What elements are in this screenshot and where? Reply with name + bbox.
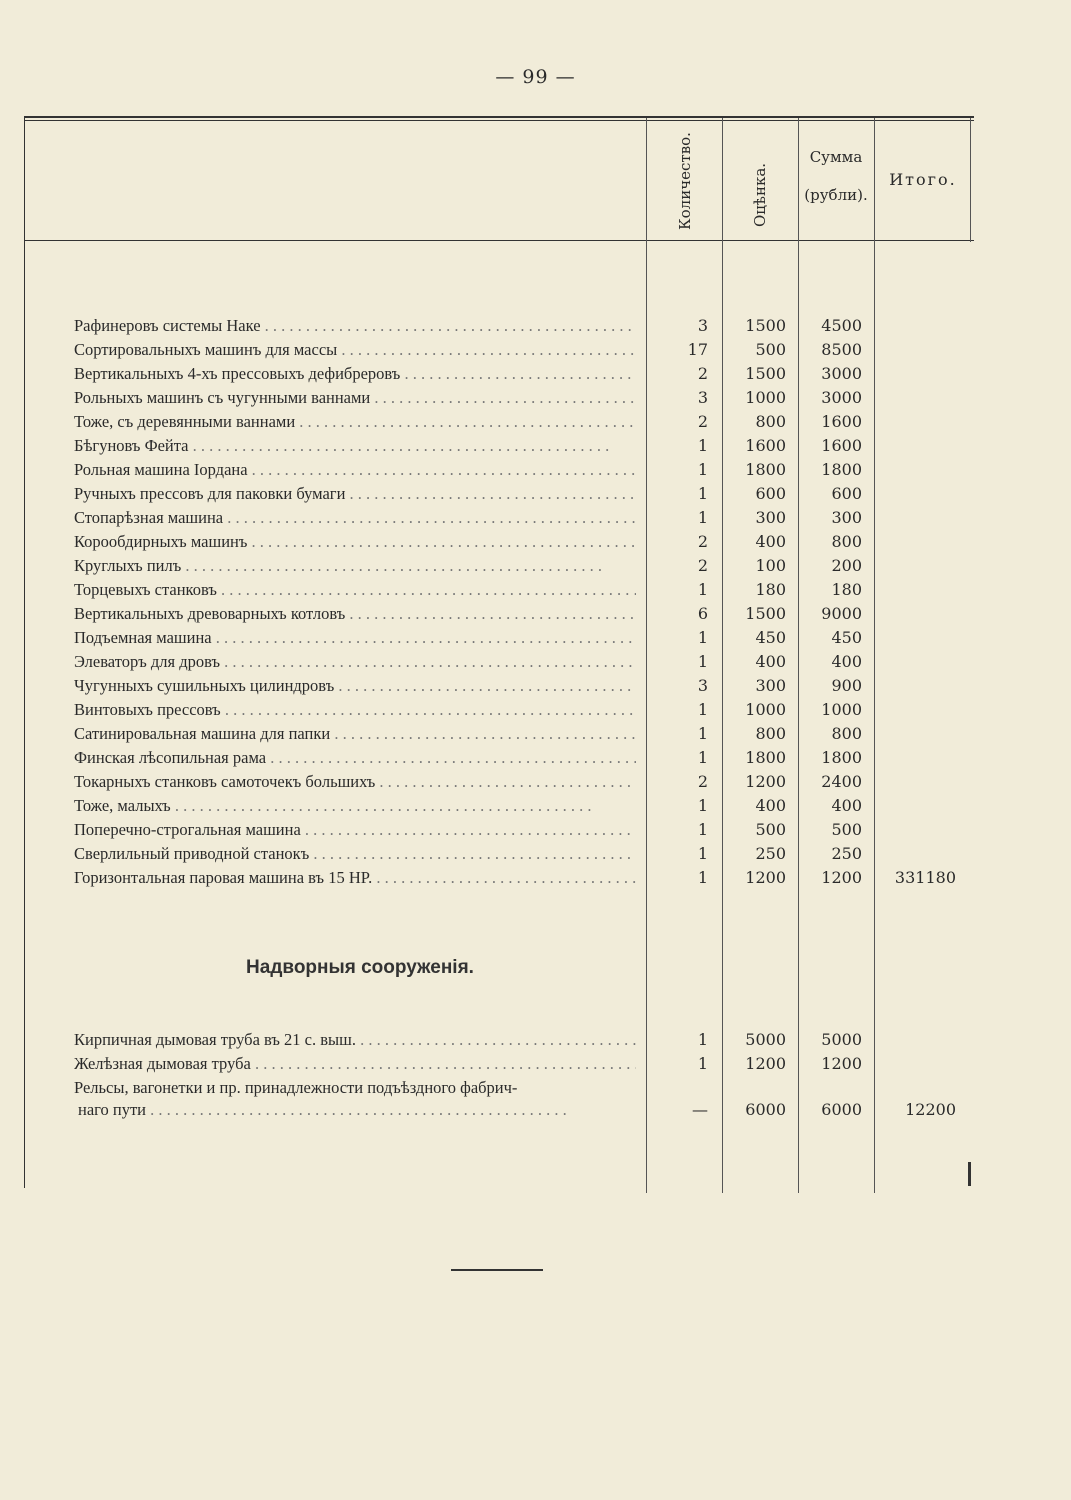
item-name: Горизонтальная паровая машина въ 15 HP. . . . (74, 866, 636, 890)
item-qty: 1 (697, 580, 708, 599)
item-name: Подъемная машина . . . (74, 626, 636, 650)
item-sum: 5000 (821, 1030, 862, 1049)
item-price: 1000 (745, 700, 786, 719)
item-sum: 1000 (821, 700, 862, 719)
table-row (0, 1052, 1071, 1076)
item-name: Тоже, малыхъ . . . (74, 794, 636, 818)
item-price: 400 (755, 796, 786, 815)
item-name-line1: Рельсы, вагонетки и пр. принадлежности подъѣздного фабрич- (74, 1078, 518, 1097)
item-qty: 1 (697, 460, 708, 479)
item-name: Желѣзная дымовая труба . . . (74, 1052, 636, 1076)
footer-rule (451, 1269, 543, 1271)
table-row (0, 482, 1071, 506)
item-name: Ручныхъ прессовъ для паковки бумаги . . . (74, 482, 636, 506)
table-row (0, 578, 1071, 602)
item-sum: 3000 (821, 388, 862, 407)
item-name: Финская лѣсопильная рама . . . (74, 746, 636, 770)
item-total: 331180 (894, 868, 956, 887)
item-name: Рольныхъ машинъ съ чугунными ваннами . . . (74, 386, 636, 410)
item-sum: 300 (831, 508, 862, 527)
item-qty: 1 (697, 628, 708, 647)
item-sum: 900 (831, 676, 862, 695)
item-qty: 1 (697, 1054, 708, 1073)
item-qty: 1 (697, 724, 708, 743)
right-border (970, 118, 971, 242)
item-qty: 1 (697, 700, 708, 719)
item-price: 300 (755, 508, 786, 527)
item-qty: 1 (697, 844, 708, 863)
table-row (0, 674, 1071, 698)
item-price: 1200 (745, 772, 786, 791)
table-row (0, 434, 1071, 458)
table-row (0, 746, 1071, 770)
top-rule-thin (24, 120, 974, 121)
table-row (0, 1028, 1071, 1052)
item-price: 1000 (745, 388, 786, 407)
item-name: Стопарѣзная машина . . . (74, 506, 636, 530)
item-name: Винтовыхъ прессовъ . . . (74, 698, 636, 722)
header-sum (798, 146, 874, 206)
item-qty: 2 (697, 364, 708, 383)
section-title: Надворныя сооруженія. (246, 957, 474, 978)
header-valuation: Оцѣнка. (751, 162, 769, 228)
table-row (0, 818, 1071, 842)
item-sum: 180 (831, 580, 862, 599)
item-price: 800 (755, 724, 786, 743)
item-sum: 1600 (821, 412, 862, 431)
item-sum: 9000 (821, 604, 862, 623)
item-sum: 1800 (821, 748, 862, 767)
item-qty: — (692, 1100, 708, 1119)
item-price: 1800 (745, 460, 786, 479)
item-name: Вертикальныхъ древоварныхъ котловъ . . . (74, 602, 636, 626)
item-qty: 2 (697, 556, 708, 575)
item-name: Бѣгуновъ Фейта . . . (74, 434, 636, 458)
item-price: 300 (755, 676, 786, 695)
top-rule (24, 116, 974, 118)
item-price: 1800 (745, 748, 786, 767)
item-price: 800 (755, 412, 786, 431)
item-qty: 1 (697, 868, 708, 887)
item-qty: 1 (697, 652, 708, 671)
table-row (0, 554, 1071, 578)
item-sum: 500 (831, 820, 862, 839)
page-number: — 99 — (495, 66, 576, 88)
table-row (0, 386, 1071, 410)
item-name: Корообдирныхъ машинъ . . . (74, 530, 636, 554)
item-qty: 1 (697, 1030, 708, 1049)
item-sum: 400 (831, 796, 862, 815)
item-qty: 1 (697, 796, 708, 815)
item-name: Сверлильный приводной станокъ . . . (74, 842, 636, 866)
item-qty: 1 (697, 820, 708, 839)
item-price: 180 (755, 580, 786, 599)
item-qty: 6 (697, 604, 708, 623)
item-name: Сортировальныхъ машинъ для массы . . . (74, 338, 636, 362)
table-row (0, 314, 1071, 338)
header-sum-line2: (рубли). (804, 186, 868, 204)
item-price: 6000 (745, 1100, 786, 1119)
item-name: Чугунныхъ сушильныхъ цилиндровъ . . . (74, 674, 636, 698)
item-total: 12200 (905, 1100, 956, 1119)
item-sum: 1600 (821, 436, 862, 455)
table-row (0, 530, 1071, 554)
item-price: 1200 (745, 868, 786, 887)
item-name-line2: наго пути . . . (78, 1098, 640, 1122)
item-qty: 3 (697, 388, 708, 407)
item-sum: 2400 (821, 772, 862, 791)
item-qty: 1 (697, 484, 708, 503)
item-sum: 3000 (821, 364, 862, 383)
item-price: 400 (755, 652, 786, 671)
item-qty: 3 (697, 316, 708, 335)
item-sum: 250 (831, 844, 862, 863)
table-row (0, 1076, 1071, 1100)
item-name: Токарныхъ станковъ самоточекъ большихъ . . . (74, 770, 636, 794)
header-bottom-rule (24, 240, 974, 241)
header-sum-line1: Сумма (809, 148, 863, 166)
header-quantity: Количество. (676, 132, 694, 230)
header-total: Итого. (889, 170, 957, 189)
item-qty: 2 (697, 532, 708, 551)
table-row (0, 338, 1071, 362)
item-price: 5000 (745, 1030, 786, 1049)
item-name: Поперечно-строгальная машина . . . (74, 818, 636, 842)
item-name: Вертикальныхъ 4-хъ прессовыхъ дефибреровъ . . . (74, 362, 636, 386)
item-sum: 600 (831, 484, 862, 503)
item-price: 600 (755, 484, 786, 503)
item-sum: 8500 (821, 340, 862, 359)
item-qty: 1 (697, 508, 708, 527)
item-sum: 1800 (821, 460, 862, 479)
item-price: 450 (755, 628, 786, 647)
item-name: Тоже, съ деревянными ваннами . . . (74, 410, 636, 434)
item-name: Кирпичная дымовая труба въ 21 с. выш. . . . (74, 1028, 636, 1052)
table-row (0, 626, 1071, 650)
table-row (0, 410, 1071, 434)
item-name: Круглыхъ пилъ . . . (74, 554, 636, 578)
item-name: Элеваторъ для дровъ . . . (74, 650, 636, 674)
item-sum: 1200 (821, 868, 862, 887)
table-row (0, 722, 1071, 746)
table-row (0, 650, 1071, 674)
item-name: Рольная машина Іордана . . . (74, 458, 636, 482)
table-row (0, 602, 1071, 626)
item-qty: 1 (697, 436, 708, 455)
table-row (0, 506, 1071, 530)
item-sum: 800 (831, 724, 862, 743)
item-price: 1500 (745, 316, 786, 335)
table-row (0, 458, 1071, 482)
item-price: 400 (755, 532, 786, 551)
item-qty: 3 (697, 676, 708, 695)
table-row (0, 1098, 1071, 1122)
item-sum: 450 (831, 628, 862, 647)
table-row (0, 362, 1071, 386)
item-price: 500 (755, 820, 786, 839)
right-border-mark (968, 1162, 971, 1186)
item-sum: 200 (831, 556, 862, 575)
item-name: Рафинеровъ системы Наке . . . (74, 314, 636, 338)
item-sum: 1200 (821, 1054, 862, 1073)
table-row (0, 794, 1071, 818)
item-sum: 800 (831, 532, 862, 551)
table-row (0, 698, 1071, 722)
table-row (0, 866, 1071, 890)
item-price: 1200 (745, 1054, 786, 1073)
table-row (0, 842, 1071, 866)
item-sum: 400 (831, 652, 862, 671)
item-name: Торцевыхъ станковъ . . . (74, 578, 636, 602)
item-name: Сатинировальная машина для папки . . . (74, 722, 636, 746)
item-price: 250 (755, 844, 786, 863)
item-price: 100 (755, 556, 786, 575)
item-price: 500 (755, 340, 786, 359)
item-price: 1600 (745, 436, 786, 455)
item-sum: 4500 (821, 316, 862, 335)
item-qty: 2 (697, 412, 708, 431)
item-price: 1500 (745, 604, 786, 623)
item-price: 1500 (745, 364, 786, 383)
item-sum: 6000 (821, 1100, 862, 1119)
table-row (0, 770, 1071, 794)
item-qty: 17 (687, 340, 708, 359)
item-qty: 2 (697, 772, 708, 791)
item-qty: 1 (697, 748, 708, 767)
